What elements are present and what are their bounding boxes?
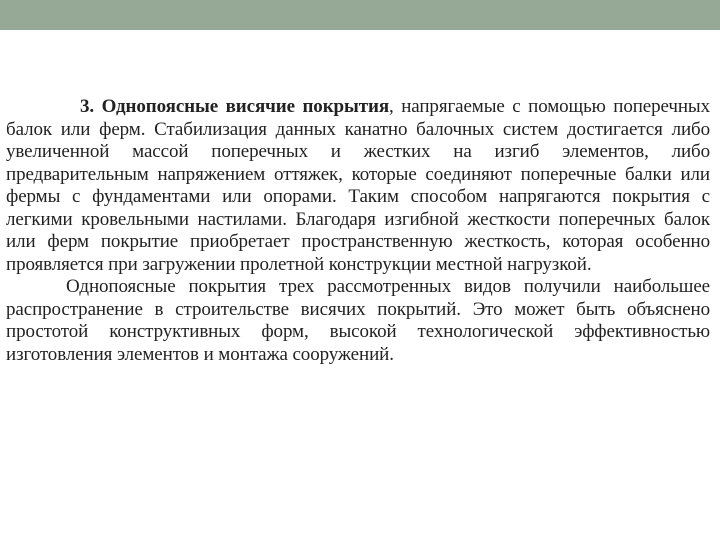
paragraph-one xyxy=(6,96,710,276)
paragraph-one-bold-lead: 3. Однопоясные висячие покрытия xyxy=(80,96,390,117)
paragraph-two-text: Однопоясные покрытия трех рассмотренных видов получили наибольшее распространение в строительстве висячих покрытий. Это может быть объяснено простотой конструктивных форм, высокой технологической эффективностью изготовления элементов и монтажа сооружений. xyxy=(6,276,710,365)
slide-top-bar xyxy=(0,0,720,30)
paragraph-two xyxy=(6,276,710,366)
paragraph-one-text: , напрягаемые с помощью поперечных балок или ферм. Стабилизация данных канатно балочных систем достигается либо увеличенной массой поперечных и жестких на изгиб элементов, либо предварительным напряжением оттяжек, которые соединяют поперечные балки или фермы с фундаментами или опорами. Таким способом напрягаются покрытия с легкими кровельными настилами. Благодаря изгибной жесткости поперечных балок или ферм покрытие приобретает пространственную жесткость, которая особенно проявляется при загружении пролетной конструкции местной нагрузкой. xyxy=(6,96,710,275)
slide-text-content xyxy=(6,96,710,366)
